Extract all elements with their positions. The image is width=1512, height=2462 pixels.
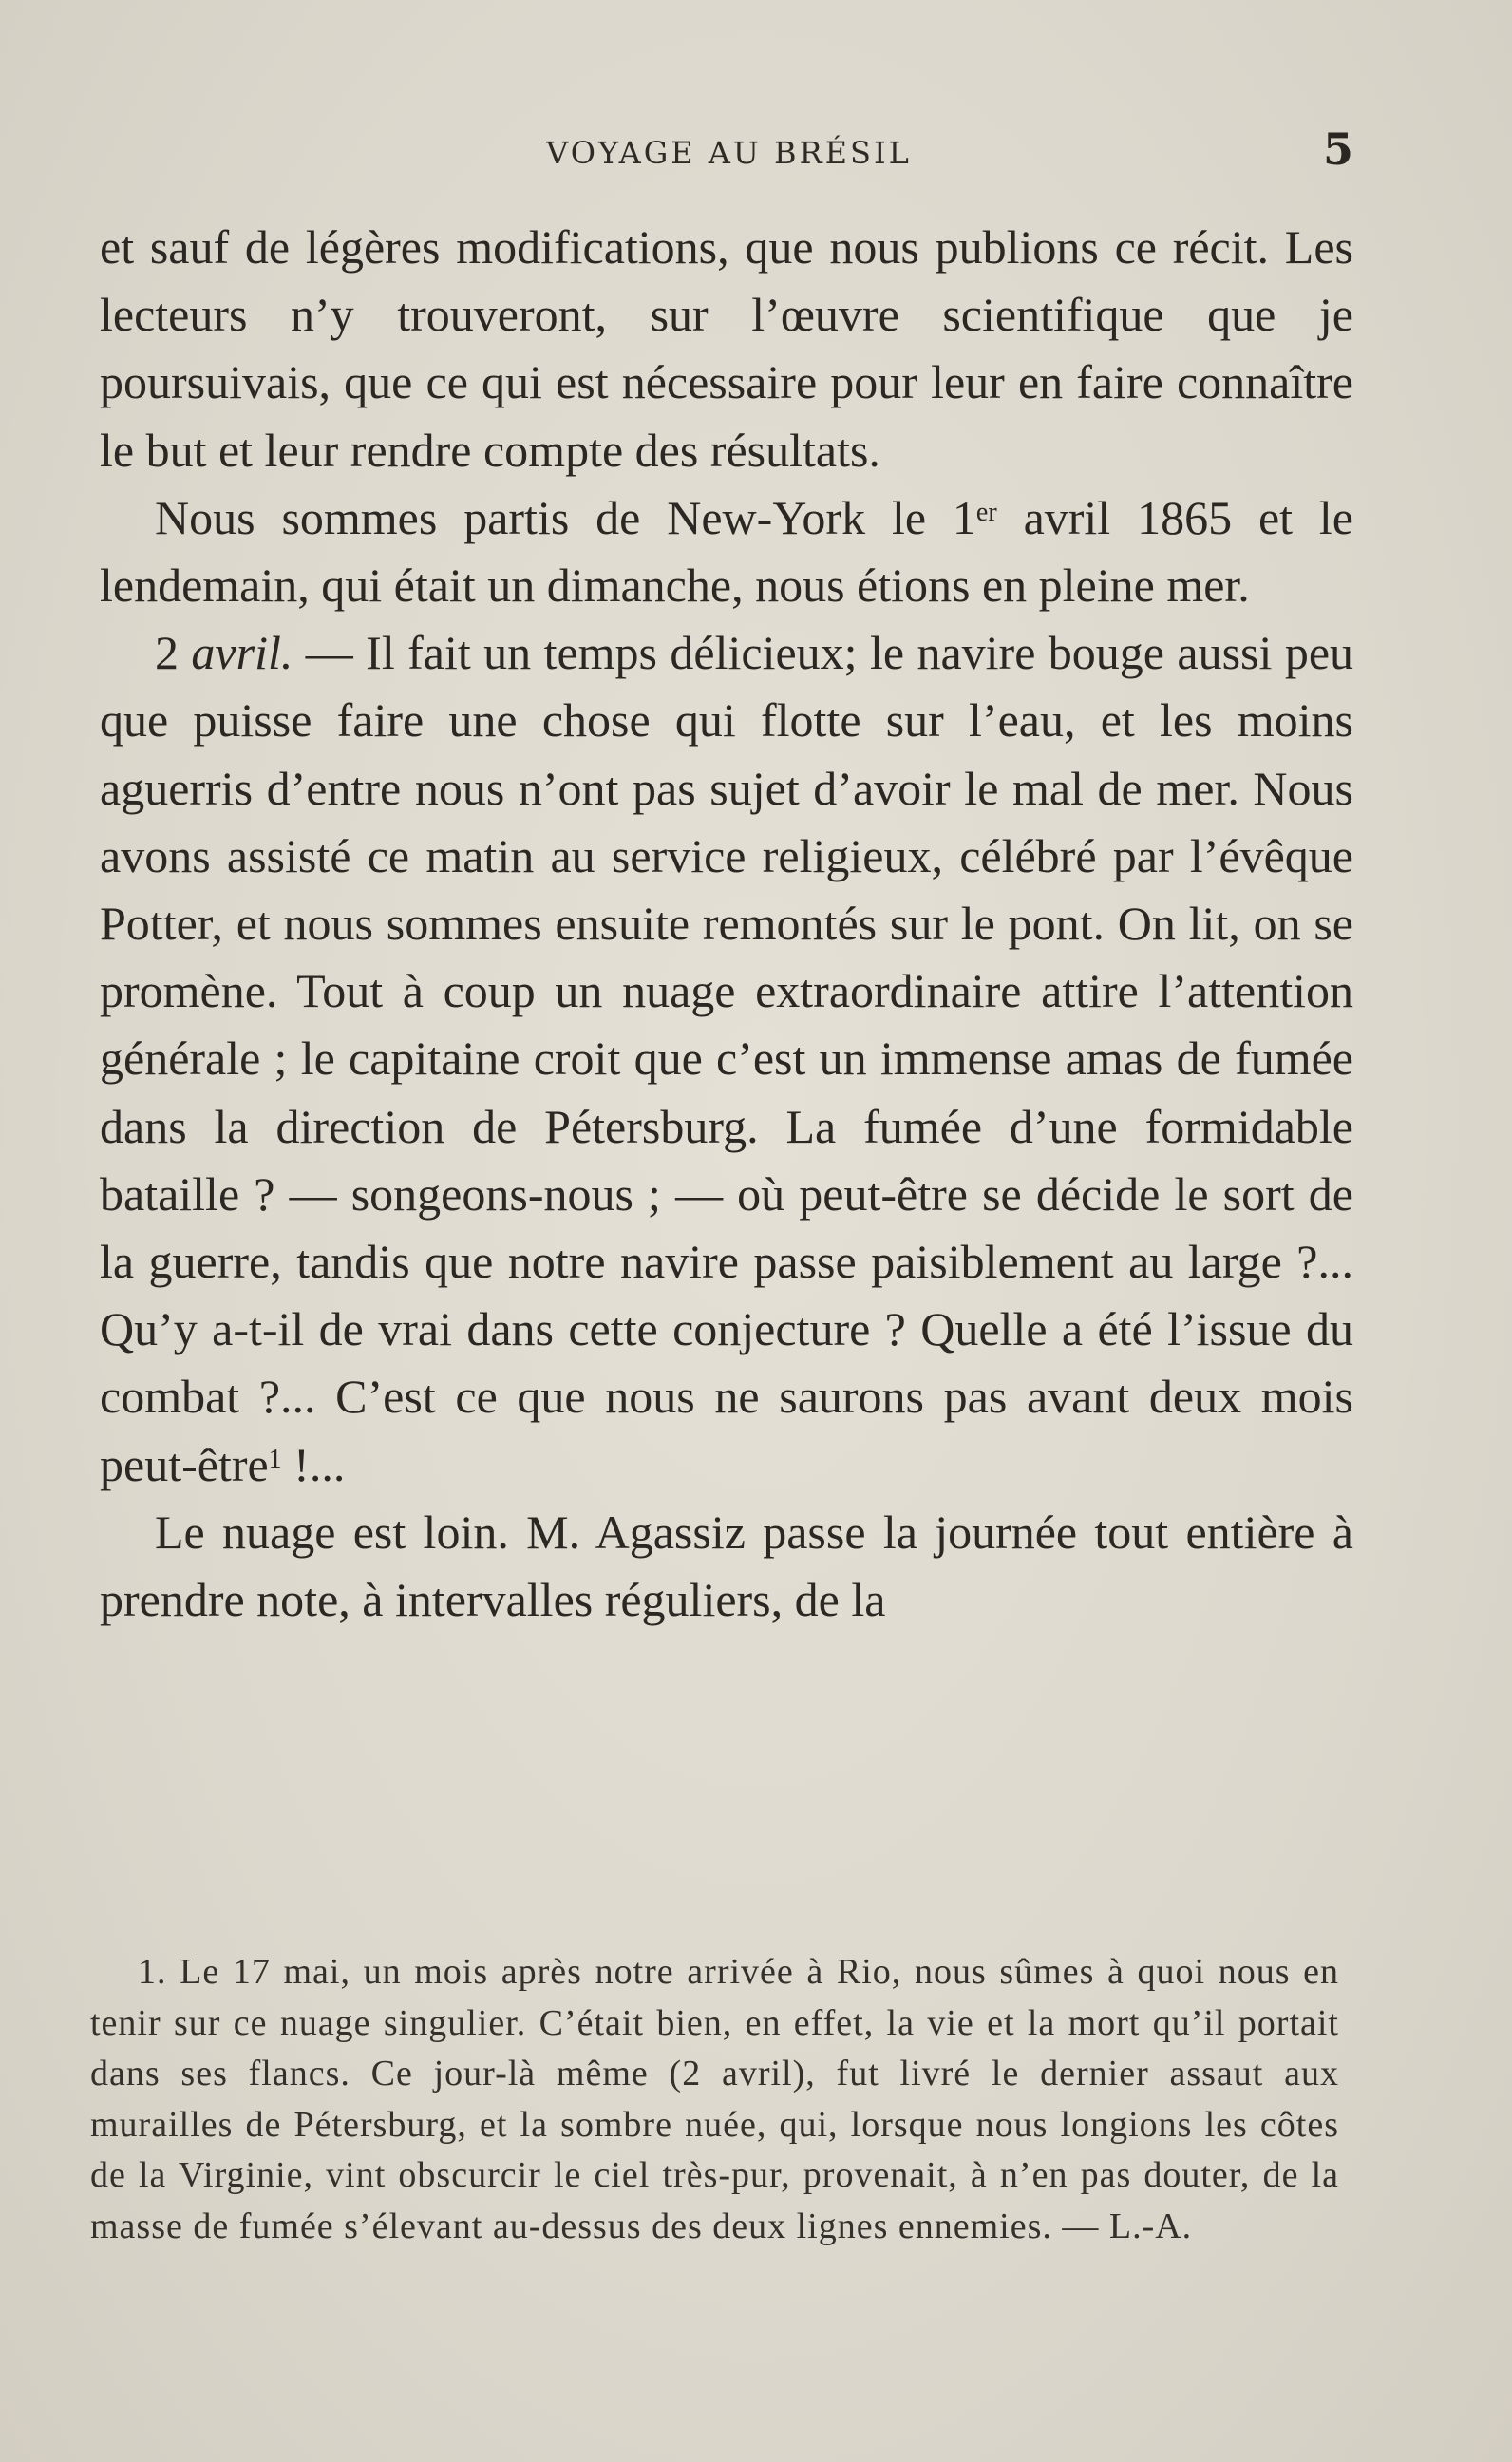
paragraph-3-text: — Il fait un temps délicieux; le navire bouge aussi peu que puisse faire une chose qui flotte sur l’eau, et les moins aguerris d’entre nous n’ont pas sujet d’avoir le mal de mer. Nous avons assisté ce matin au service religieux, célébré par l’évêque Potter, et nous sommes ensuite remontés sur le pont. On lit, on se promène. Tout à coup un nuage extraordinaire attire l’attention générale ; le capitaine croit que c’est un immense amas de fumée dans la direction de Pétersburg. La fumée d’une formidable bataille ? — songeons-nous ; — où peut-être se décide le sort de la guerre, tandis que notre navire passe paisiblement au large ?... Qu’y a-t-il de vrai dans cette conjecture ? Quelle a été l’issue du combat ?... C’est ce que nous ne saurons pas avant deux mois peut-être — [100, 626, 1354, 1491]
paragraph-3 — [100, 619, 1353, 1499]
entry-date-day: 2 — [155, 626, 179, 680]
running-title: VOYAGE AU BRÉSIL — [546, 135, 912, 171]
page-number: 5 — [1322, 123, 1353, 175]
paragraph-4-text: Le nuage est loin. M. Agassiz passe la journée tout entière à prendre note, à intervalles réguliers, de la — [100, 1505, 1353, 1627]
footnote — [90, 1947, 1339, 2252]
entry-date-month: avril. — [191, 626, 293, 680]
main-text — [100, 214, 1353, 1634]
paragraph-1 — [100, 214, 1353, 484]
paragraph-1-text: et sauf de légères modifications, que nous publions ce récit. Les lecteurs n’y trouveront, sur l’œuvre scientifique que je poursuivais, que ce qui est nécessaire pour leur en faire connaître le but et leur rendre compte des résultats. — [100, 220, 1353, 477]
paragraph-2-text-b: avril 1865 et le lendemain, qui était un dimanche, nous étions en pleine mer. — [100, 490, 1354, 613]
footnote-mark: 1. — [138, 1952, 167, 1992]
footnote-text: Le 17 mai, un mois après notre arrivée à Rio, nous sûmes à quoi nous en tenir sur ce nuage singulier. C’était bien, en effet, la vie et la mort qu’il portait dans ses flancs. Ce jour-là même (2 avril), fut livré le dernier assaut aux murailles de Pétersburg, et la sombre nuée, qui, lorsque nous longions les côtes de la Virginie, vint obscurcir le ciel très-pur, provenait, à n’en pas douter, de la masse de fumée s’élevant au-dessus des deux lignes ennemies. — L.-A. — [90, 1952, 1339, 2246]
paragraph-2 — [100, 484, 1353, 619]
ordinal-superscript: er — [975, 497, 997, 527]
paragraph-3-end: !... — [281, 1437, 346, 1491]
page-header — [104, 123, 1353, 180]
footnote-reference[interactable]: 1 — [268, 1444, 282, 1474]
footnote-paragraph — [90, 1947, 1339, 2252]
paragraph-4 — [100, 1499, 1353, 1634]
paragraph-2-text-a: Nous sommes partis de New-York le 1 — [155, 490, 976, 544]
